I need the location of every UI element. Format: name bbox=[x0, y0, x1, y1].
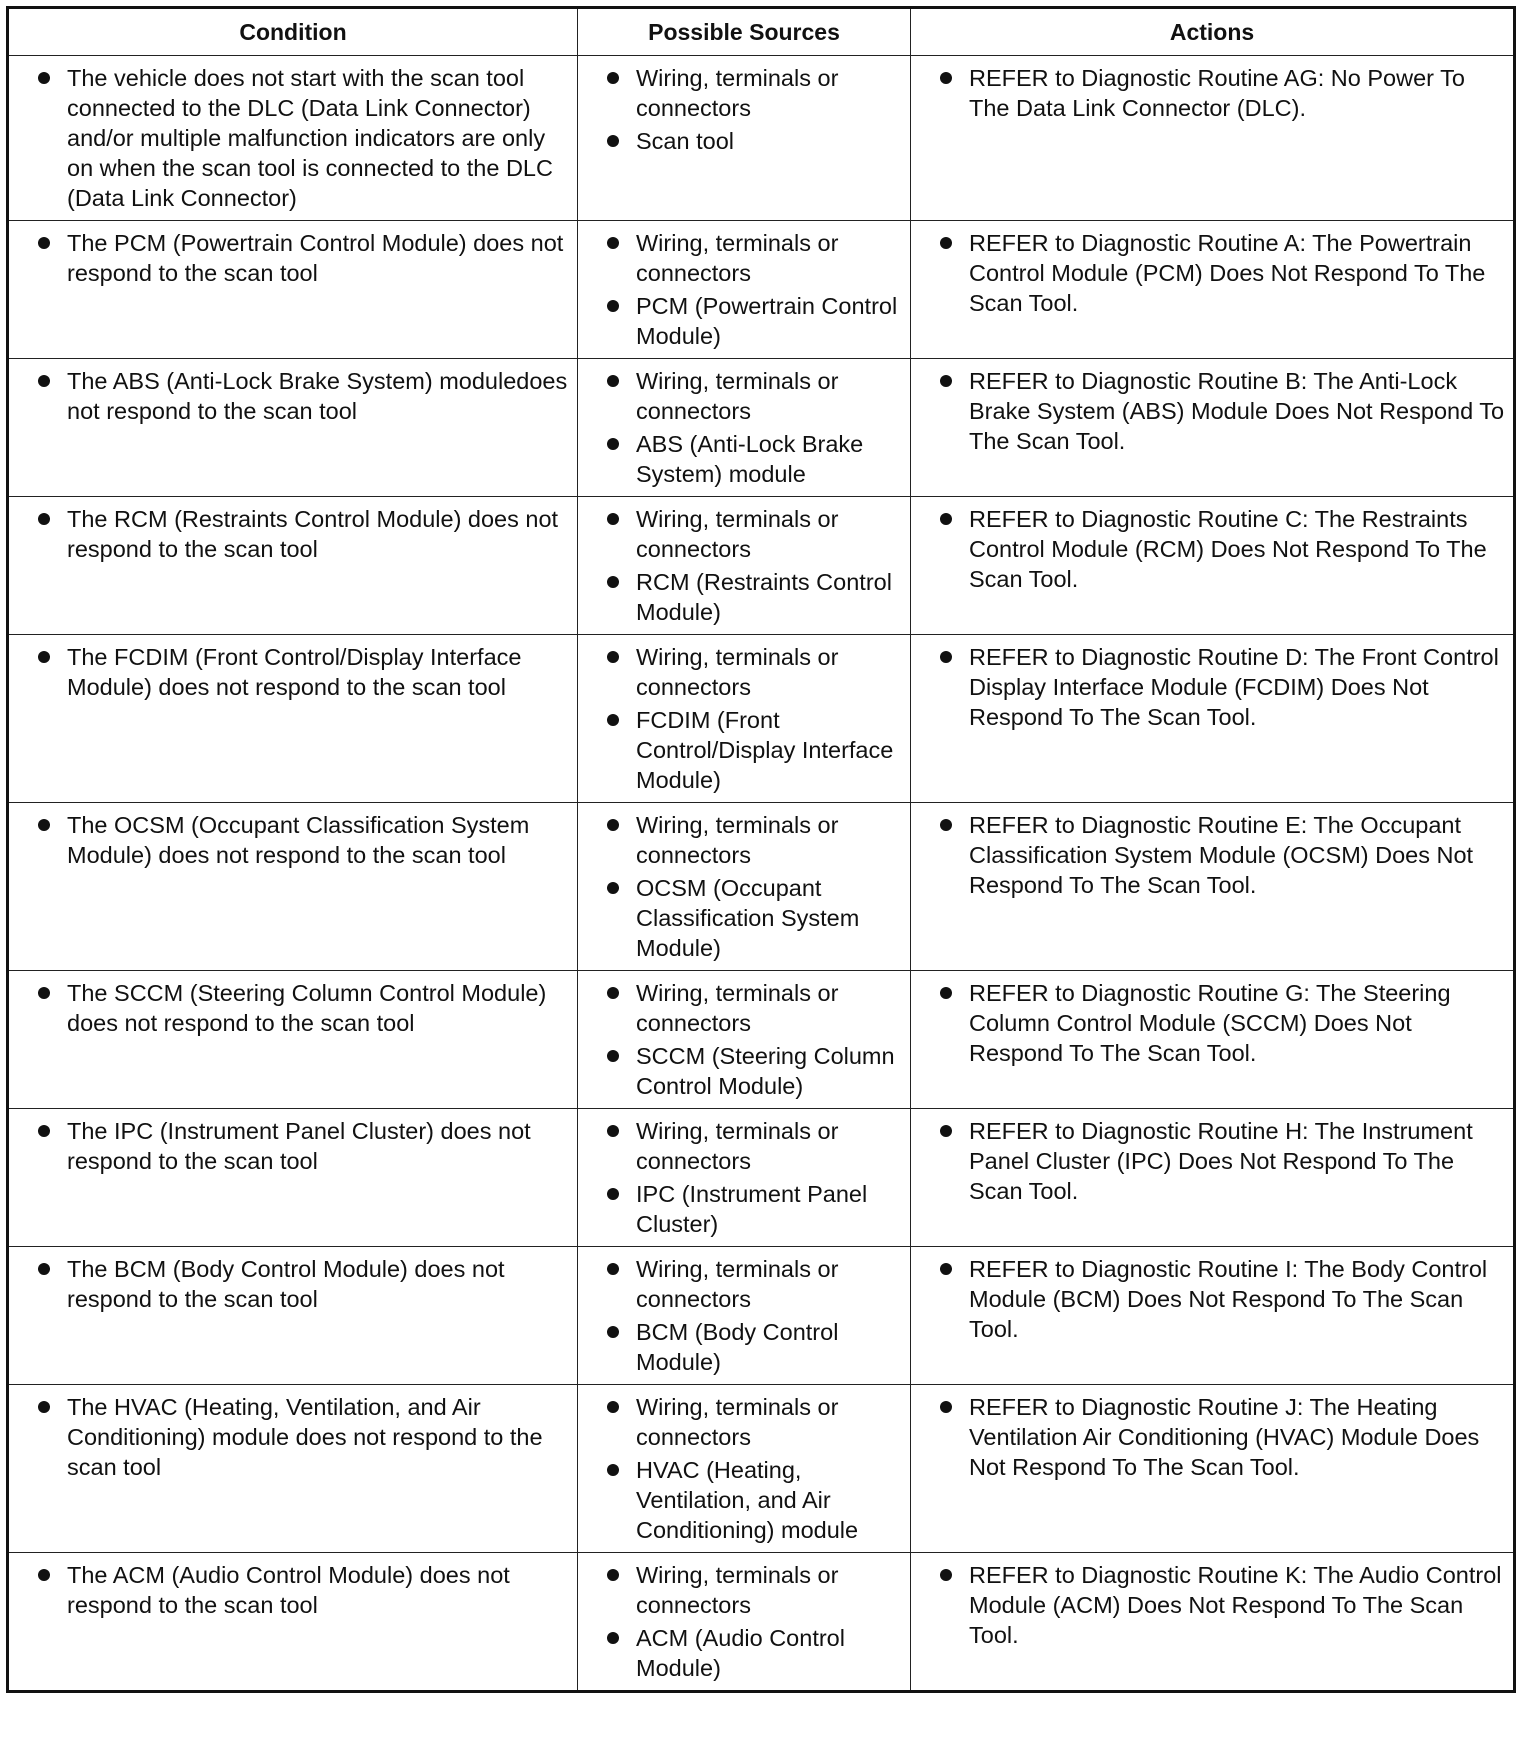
sources-list bbox=[586, 978, 902, 1101]
possible-sources-cell bbox=[578, 221, 911, 359]
condition-text: The SCCM (Steering Column Control Module) does not respond to the scan tool bbox=[17, 978, 569, 1038]
condition-cell bbox=[8, 971, 578, 1109]
source-item: Wiring, terminals or connectors bbox=[586, 1560, 902, 1620]
action-text: REFER to Diagnostic Routine AG: No Power To The Data Link Connector (DLC). bbox=[919, 63, 1505, 123]
action-text: REFER to Diagnostic Routine E: The Occupant Classification System Module (OCSM) Does Not Respond To The Scan Tool. bbox=[919, 810, 1505, 900]
condition-cell bbox=[8, 803, 578, 971]
condition-list bbox=[17, 63, 569, 213]
action-text: REFER to Diagnostic Routine A: The Powertrain Control Module (PCM) Does Not Respond To The Scan Tool. bbox=[919, 228, 1505, 318]
source-item: Wiring, terminals or connectors bbox=[586, 1116, 902, 1176]
sources-list bbox=[586, 366, 902, 489]
table-row bbox=[8, 635, 1515, 803]
table-row bbox=[8, 971, 1515, 1109]
header-actions: Actions bbox=[911, 8, 1515, 56]
table-row bbox=[8, 359, 1515, 497]
source-item: IPC (Instrument Panel Cluster) bbox=[586, 1179, 902, 1239]
sources-list bbox=[586, 228, 902, 351]
possible-sources-cell bbox=[578, 635, 911, 803]
source-item: RCM (Restraints Control Module) bbox=[586, 567, 902, 627]
condition-text: The IPC (Instrument Panel Cluster) does not respond to the scan tool bbox=[17, 1116, 569, 1176]
condition-text: The ACM (Audio Control Module) does not respond to the scan tool bbox=[17, 1560, 569, 1620]
action-text: REFER to Diagnostic Routine J: The Heating Ventilation Air Conditioning (HVAC) Module Does Not Respond To The Scan Tool. bbox=[919, 1392, 1505, 1482]
source-item: ABS (Anti-Lock Brake System) module bbox=[586, 429, 902, 489]
action-list bbox=[919, 642, 1505, 732]
condition-cell bbox=[8, 221, 578, 359]
action-cell bbox=[911, 359, 1515, 497]
sources-list bbox=[586, 1560, 902, 1683]
condition-text: The OCSM (Occupant Classification System Module) does not respond to the scan tool bbox=[17, 810, 569, 870]
action-cell bbox=[911, 56, 1515, 221]
source-item: Wiring, terminals or connectors bbox=[586, 504, 902, 564]
source-item: OCSM (Occupant Classification System Module) bbox=[586, 873, 902, 963]
sources-list bbox=[586, 504, 902, 627]
condition-cell bbox=[8, 1385, 578, 1553]
action-list bbox=[919, 810, 1505, 900]
sources-list bbox=[586, 1254, 902, 1377]
condition-list bbox=[17, 228, 569, 288]
action-cell bbox=[911, 635, 1515, 803]
action-list bbox=[919, 63, 1505, 123]
action-list bbox=[919, 1116, 1505, 1206]
action-text: REFER to Diagnostic Routine C: The Restraints Control Module (RCM) Does Not Respond To The Scan Tool. bbox=[919, 504, 1505, 594]
action-text: REFER to Diagnostic Routine I: The Body Control Module (BCM) Does Not Respond To The Scan Tool. bbox=[919, 1254, 1505, 1344]
possible-sources-cell bbox=[578, 971, 911, 1109]
sources-list bbox=[586, 63, 902, 156]
condition-text: The PCM (Powertrain Control Module) does not respond to the scan tool bbox=[17, 228, 569, 288]
table-row bbox=[8, 1553, 1515, 1692]
table-row bbox=[8, 221, 1515, 359]
source-item: Wiring, terminals or connectors bbox=[586, 978, 902, 1038]
sources-list bbox=[586, 642, 902, 795]
table-header-row bbox=[8, 8, 1515, 56]
sources-list bbox=[586, 810, 902, 963]
source-item: Wiring, terminals or connectors bbox=[586, 642, 902, 702]
possible-sources-cell bbox=[578, 1109, 911, 1247]
action-list bbox=[919, 978, 1505, 1068]
action-cell bbox=[911, 1385, 1515, 1553]
table-body bbox=[8, 56, 1515, 1692]
action-list bbox=[919, 504, 1505, 594]
table-row bbox=[8, 803, 1515, 971]
action-cell bbox=[911, 971, 1515, 1109]
condition-cell bbox=[8, 56, 578, 221]
source-item: Wiring, terminals or connectors bbox=[586, 1392, 902, 1452]
condition-list bbox=[17, 1560, 569, 1620]
possible-sources-cell bbox=[578, 497, 911, 635]
header-possible-sources: Possible Sources bbox=[578, 8, 911, 56]
source-item: Wiring, terminals or connectors bbox=[586, 63, 902, 123]
table-row bbox=[8, 497, 1515, 635]
condition-list bbox=[17, 1116, 569, 1176]
action-text: REFER to Diagnostic Routine B: The Anti-Lock Brake System (ABS) Module Does Not Respond To The Scan Tool. bbox=[919, 366, 1505, 456]
table-row bbox=[8, 1109, 1515, 1247]
condition-cell bbox=[8, 635, 578, 803]
possible-sources-cell bbox=[578, 359, 911, 497]
condition-text: The FCDIM (Front Control/Display Interface Module) does not respond to the scan tool bbox=[17, 642, 569, 702]
condition-cell bbox=[8, 1109, 578, 1247]
action-cell bbox=[911, 221, 1515, 359]
possible-sources-cell bbox=[578, 1385, 911, 1553]
table-row bbox=[8, 56, 1515, 221]
possible-sources-cell bbox=[578, 56, 911, 221]
action-text: REFER to Diagnostic Routine H: The Instrument Panel Cluster (IPC) Does Not Respond To The Scan Tool. bbox=[919, 1116, 1505, 1206]
header-condition: Condition bbox=[8, 8, 578, 56]
source-item: Wiring, terminals or connectors bbox=[586, 228, 902, 288]
action-cell bbox=[911, 1553, 1515, 1692]
action-cell bbox=[911, 803, 1515, 971]
action-list bbox=[919, 1254, 1505, 1344]
condition-cell bbox=[8, 1247, 578, 1385]
table-row bbox=[8, 1247, 1515, 1385]
action-text: REFER to Diagnostic Routine K: The Audio Control Module (ACM) Does Not Respond To The Scan Tool. bbox=[919, 1560, 1505, 1650]
action-text: REFER to Diagnostic Routine D: The Front Control Display Interface Module (FCDIM) Does Not Respond To The Scan Tool. bbox=[919, 642, 1505, 732]
condition-list bbox=[17, 642, 569, 702]
condition-text: The HVAC (Heating, Ventilation, and Air Conditioning) module does not respond to the scan tool bbox=[17, 1392, 569, 1482]
sources-list bbox=[586, 1116, 902, 1239]
source-item: HVAC (Heating, Ventilation, and Air Conditioning) module bbox=[586, 1455, 902, 1545]
condition-list bbox=[17, 1254, 569, 1314]
condition-text: The RCM (Restraints Control Module) does not respond to the scan tool bbox=[17, 504, 569, 564]
sources-list bbox=[586, 1392, 902, 1545]
possible-sources-cell bbox=[578, 1247, 911, 1385]
condition-cell bbox=[8, 359, 578, 497]
action-list bbox=[919, 366, 1505, 456]
diagnostic-table bbox=[6, 6, 1516, 1693]
condition-text: The vehicle does not start with the scan tool connected to the DLC (Data Link Connector) and/or multiple malfunction indicators are only on when the scan tool is connected to the DLC (Data Link Connector) bbox=[17, 63, 569, 213]
condition-cell bbox=[8, 497, 578, 635]
possible-sources-cell bbox=[578, 1553, 911, 1692]
source-item: SCCM (Steering Column Control Module) bbox=[586, 1041, 902, 1101]
condition-list bbox=[17, 504, 569, 564]
action-cell bbox=[911, 1247, 1515, 1385]
source-item: Wiring, terminals or connectors bbox=[586, 1254, 902, 1314]
action-cell bbox=[911, 1109, 1515, 1247]
source-item: FCDIM (Front Control/Display Interface Module) bbox=[586, 705, 902, 795]
condition-list bbox=[17, 978, 569, 1038]
table-row bbox=[8, 1385, 1515, 1553]
possible-sources-cell bbox=[578, 803, 911, 971]
condition-text: The BCM (Body Control Module) does not respond to the scan tool bbox=[17, 1254, 569, 1314]
action-cell bbox=[911, 497, 1515, 635]
action-list bbox=[919, 1560, 1505, 1650]
source-item: ACM (Audio Control Module) bbox=[586, 1623, 902, 1683]
source-item: BCM (Body Control Module) bbox=[586, 1317, 902, 1377]
source-item: PCM (Powertrain Control Module) bbox=[586, 291, 902, 351]
source-item: Wiring, terminals or connectors bbox=[586, 366, 902, 426]
source-item: Wiring, terminals or connectors bbox=[586, 810, 902, 870]
action-text: REFER to Diagnostic Routine G: The Steering Column Control Module (SCCM) Does Not Respond To The Scan Tool. bbox=[919, 978, 1505, 1068]
condition-list bbox=[17, 366, 569, 426]
condition-list bbox=[17, 1392, 569, 1482]
source-item: Scan tool bbox=[586, 126, 902, 156]
condition-text: The ABS (Anti-Lock Brake System) moduledoes not respond to the scan tool bbox=[17, 366, 569, 426]
condition-cell bbox=[8, 1553, 578, 1692]
action-list bbox=[919, 1392, 1505, 1482]
action-list bbox=[919, 228, 1505, 318]
condition-list bbox=[17, 810, 569, 870]
